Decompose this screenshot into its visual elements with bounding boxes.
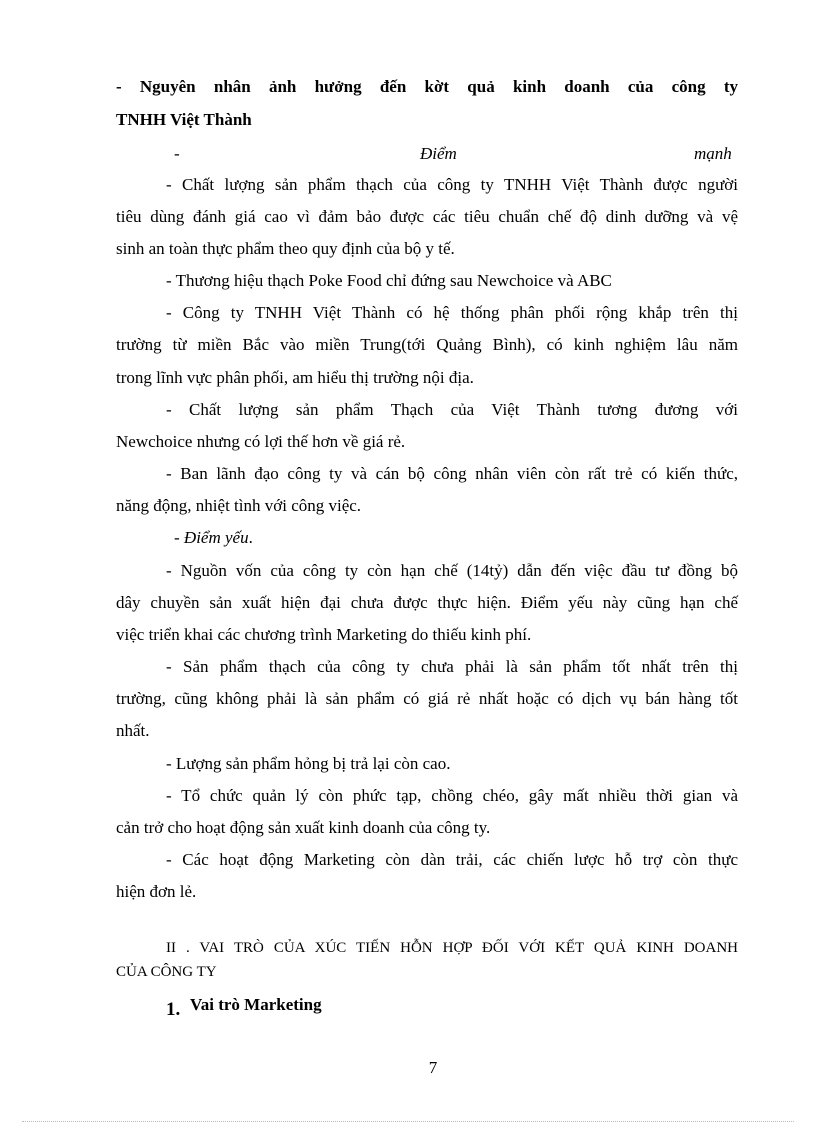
subsection-title: Vai trò Marketing (190, 995, 322, 1014)
subsection-number: 1. (166, 999, 181, 1020)
weakness-4-line2: cản trở cho hoạt động sản xuất kinh doanh của công ty. (116, 818, 491, 837)
strength-4-line1: - Chất lượng sản phẩm Thạch của Việt Thành tương đương với (166, 400, 738, 419)
weaknesses-heading (174, 527, 253, 549)
weakness-2-line3: nhất. (116, 721, 150, 740)
weakness-5-line2: hiện đơn lẻ. (116, 882, 197, 901)
strength-3-line2: trường từ miền Bắc vào miền Trung(tới Quảng Bình), có kinh nghiệm lâu năm (116, 335, 738, 354)
strengths-heading-word2: mạnh (694, 144, 732, 163)
strength-5-line2: năng động, nhiệt tình với công việc. (116, 496, 362, 515)
section-ii-heading-line2: CỦA CÔNG TY (116, 964, 217, 980)
strength-2: - Thương hiệu thạch Poke Food chỉ đứng sau Newchoice và ABC (166, 271, 612, 290)
weakness-2-line2: trường, cũng không phải là sản phẩm có giá rẻ nhất hoặc có dịch vụ bán hàng tốt (116, 689, 738, 708)
section-ii-heading-line1: II . VAI TRÒ CỦA XÚC TIẾN HỖN HỢP ĐỐI VỚI KẾT QUẢ KINH DOANH (166, 940, 738, 956)
weaknesses-heading-label: - Điểm yếu (174, 528, 249, 547)
strength-1-line1: - Chất lượng sản phẩm thạch của công ty TNHH Việt Thành được người (166, 175, 738, 194)
page-bottom-rule (22, 1121, 794, 1122)
cause-heading-line1: - Nguyên nhân ảnh hưởng đến kờt quả kinh doanh của công ty (116, 77, 738, 96)
page-number: 7 (428, 1058, 438, 1077)
strength-1-line2: tiêu dùng đánh giá cao vì đảm bảo được các tiêu chuẩn chế độ dinh dưỡng và vệ (116, 207, 738, 226)
weakness-2-line1: - Sản phẩm thạch của công ty chưa phải là sản phẩm tốt nhất trên thị (166, 657, 738, 676)
weakness-4-line1: - Tổ chức quản lý còn phức tạp, chồng chéo, gây mất nhiều thời gian và (166, 786, 738, 805)
strength-5-line1: - Ban lãnh đạo công ty và cán bộ công nhân viên còn rất trẻ có kiến thức, (166, 464, 738, 483)
strength-3-line3: trong lĩnh vực phân phối, am hiểu thị trường nội địa. (116, 368, 474, 387)
cause-heading-line2: TNHH Việt Thành (116, 110, 252, 129)
weakness-5-line1: - Các hoạt động Marketing còn dàn trải, các chiến lược hỗ trợ còn thực (166, 850, 738, 869)
weakness-3: - Lượng sản phẩm hỏng bị trả lại còn cao. (166, 754, 451, 773)
weakness-1-line2: dây chuyền sản xuất hiện đại chưa được thực hiện. Điểm yếu này cũng hạn chế (116, 593, 738, 612)
strengths-heading-word1: Điểm (420, 144, 457, 163)
weaknesses-heading-dot: . (248, 528, 253, 547)
strength-1-line3: sinh an toàn thực phẩm theo quy định của bộ y tế. (116, 239, 455, 258)
strength-3-line1: - Công ty TNHH Việt Thành có hệ thống phân phối rộng khắp trên thị (166, 303, 738, 322)
strength-4-line2: Newchoice nhưng có lợi thế hơn về giá rẻ. (116, 432, 406, 451)
strengths-heading-dash: - (174, 144, 180, 163)
weakness-1-line1: - Nguồn vốn của công ty còn hạn chế (14tỷ) dẫn đến việc đầu tư đồng bộ (166, 561, 738, 580)
weakness-1-line3: việc triển khai các chương trình Marketing do thiếu kinh phí. (116, 625, 532, 644)
